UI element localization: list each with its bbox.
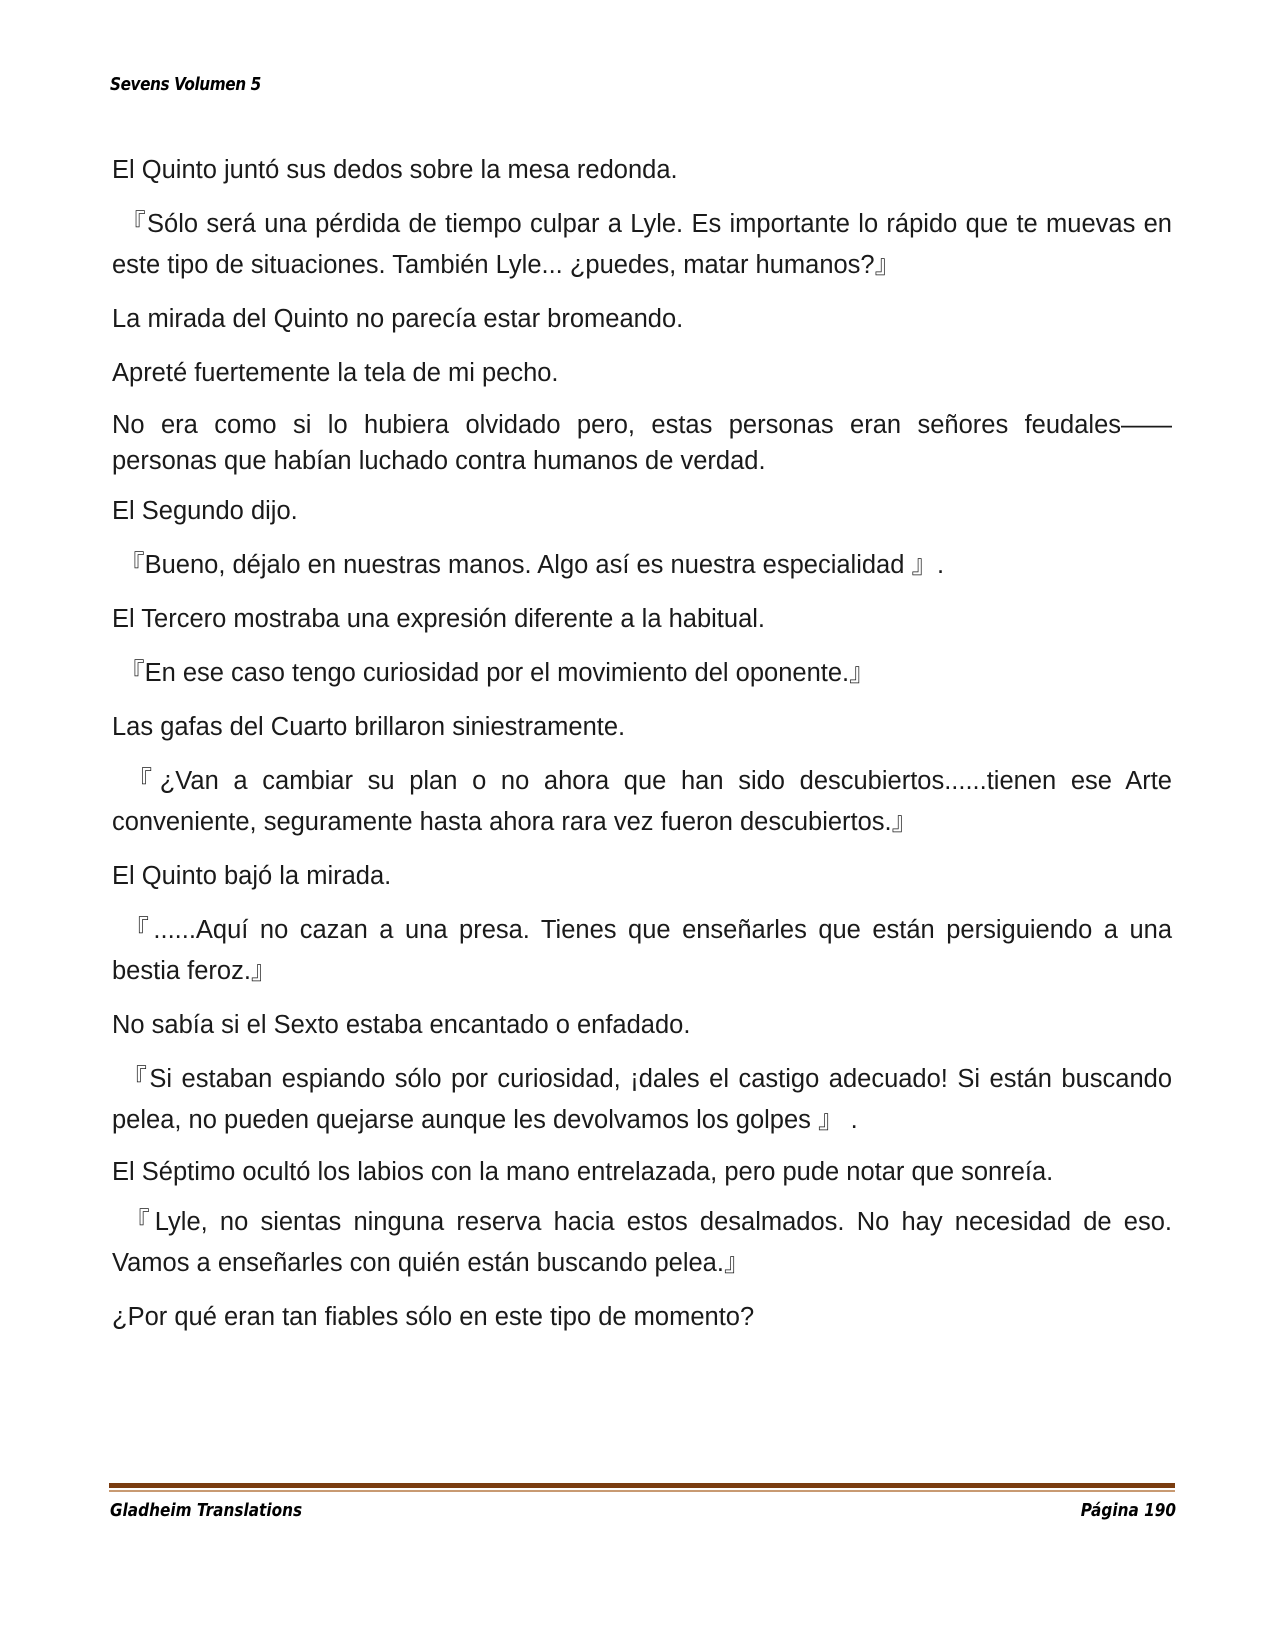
dialogue-paragraph: 『Si estaban espiando sólo por curiosidad, ¡dales el castigo adecuado! Si están buscando pelea, no pueden quejarse aunque les devolvamos los golpes 』 . bbox=[112, 1065, 1172, 1134]
body-text bbox=[112, 150, 1172, 1351]
paragraph: Las gafas del Cuarto brillaron siniestramente. bbox=[112, 713, 626, 741]
paragraph: La mirada del Quinto no parecía estar bromeando. bbox=[112, 305, 684, 333]
dialogue-paragraph: 『Lyle, no sientas ninguna reserva hacia estos desalmados. No hay necesidad de eso. Vamos a enseñarles con quién están buscando pelea.』 bbox=[112, 1208, 1172, 1277]
footer-rule-thin bbox=[109, 1490, 1175, 1492]
paragraph: Apreté fuertemente la tela de mi pecho. bbox=[112, 359, 559, 387]
dialogue-paragraph: 『¿Van a cambiar su plan o no ahora que han sido descubiertos......tienen ese Arte conveniente, seguramente hasta ahora rara vez fueron descubiertos.』 bbox=[112, 767, 1172, 836]
paragraph: No sabía si el Sexto estaba encantado o enfadado. bbox=[112, 1011, 691, 1039]
footer-publisher: Gladheim Translations bbox=[110, 1500, 303, 1521]
paragraph: El Séptimo ocultó los labios con la mano entrelazada, pero pude notar que sonreía. bbox=[112, 1158, 1054, 1186]
footer-divider bbox=[109, 1483, 1175, 1492]
paragraph: No era como si lo hubiera olvidado pero, estas personas eran señores feudales—— personas que habían luchado contra humanos de verdad. bbox=[112, 411, 1172, 475]
page-number: Página 190 bbox=[1080, 1500, 1176, 1521]
running-header: Sevens Volumen 5 bbox=[110, 74, 261, 95]
dialogue-paragraph: 『Sólo será una pérdida de tiempo culpar a Lyle. Es importante lo rápido que te muevas en este tipo de situaciones. También Lyle... ¿puedes, matar humanos?』 bbox=[112, 210, 1172, 279]
paragraph: El Quinto juntó sus dedos sobre la mesa redonda. bbox=[112, 156, 678, 184]
dialogue-paragraph: 『Bueno, déjalo en nuestras manos. Algo así es nuestra especialidad 』. bbox=[112, 551, 945, 579]
paragraph: El Quinto bajó la mirada. bbox=[112, 862, 392, 890]
paragraph: El Tercero mostraba una expresión diferente a la habitual. bbox=[112, 605, 766, 633]
paragraph: ¿Por qué eran tan fiables sólo en este tipo de momento? bbox=[112, 1303, 755, 1331]
dialogue-paragraph: 『En ese caso tengo curiosidad por el movimiento del oponente.』 bbox=[112, 659, 875, 687]
paragraph: El Segundo dijo. bbox=[112, 497, 298, 525]
dialogue-paragraph: 『......Aquí no cazan a una presa. Tienes que enseñarles que están persiguiendo a una bestia feroz.』 bbox=[112, 916, 1172, 985]
